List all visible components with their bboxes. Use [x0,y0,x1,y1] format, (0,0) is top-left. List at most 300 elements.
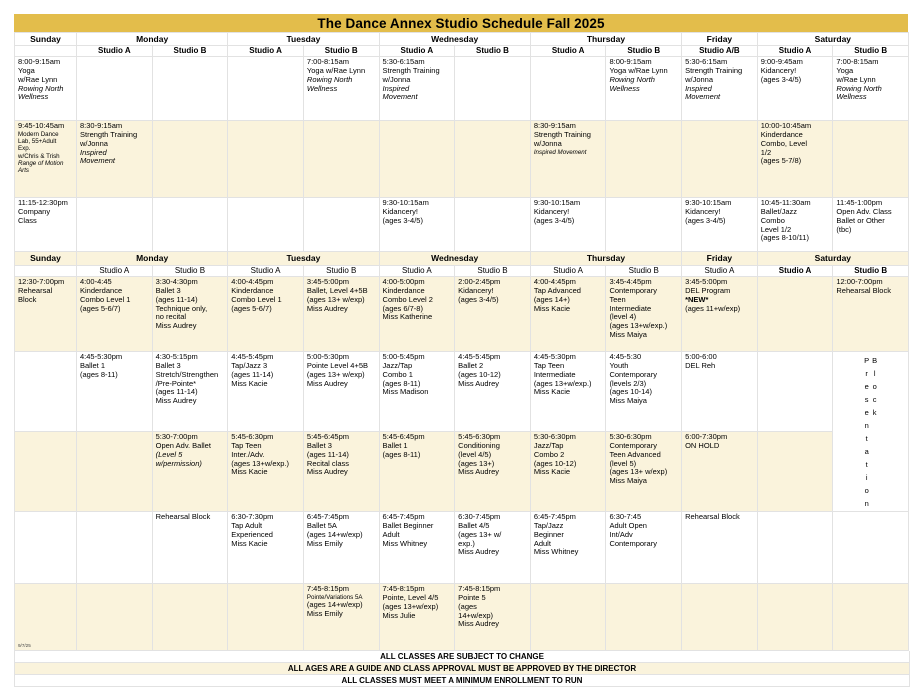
class-text-line: Modern Dance [18,130,59,138]
class-text-line: 6:30-7:30pm [231,512,274,521]
class-cell [682,432,758,512]
class-text-line: Open Adv. Ballet [155,440,211,450]
empty-cell [15,352,77,432]
class-text-line: Wellness [18,92,49,102]
day-header-cell: Thursday [531,252,682,266]
class-text-line: (ages 5-6/7) [80,303,121,313]
class-cell [833,198,909,252]
class-cell [304,512,380,584]
empty-cell [758,432,834,512]
class-cell [380,512,456,584]
class-text-line: 5:30-7:00pm [155,432,198,441]
class-text-line: Range of Motion [18,160,64,168]
class-text-line: DEL Program [685,285,731,295]
studio-header-cell: Studio B [304,46,380,57]
class-text-line: (ages 5-7/8) [760,156,802,166]
class-text-line: Experienced [231,529,273,539]
class-text-line: 6:30-7:45 [609,512,642,521]
class-cell [682,198,758,252]
studio-header-cell: Studio A [228,266,304,277]
class-cell [153,432,229,512]
class-text-line: (ages 3-4/5) [458,294,499,304]
class-text-line: 5:30-6:30pm [533,432,576,441]
class-text-line: Int/Adv [609,529,633,539]
class-text-line: 8:30-9:15am [533,121,576,130]
class-text-line: Adult [533,538,551,548]
class-text-line: 9/7/25 [18,642,31,648]
studio-header-cell: Studio A [380,46,456,57]
class-text-line: w/Jonna [80,138,108,148]
class-text-line: Rehearsal Block [685,512,740,521]
class-text-line: Inter./Adv. [231,449,265,459]
studio-header-cell: Studio B [455,46,531,57]
class-cell [304,57,380,121]
class-text-line: 8:00-9:15am [18,57,61,66]
class-text-line: Miss Whitney [533,547,579,557]
class-text-line: Stretch/Strengthen [155,369,219,379]
class-text-line: 12:30-7:00pm [18,277,65,286]
vertical-text-cell [833,352,909,512]
page-title: The Dance Annex Studio Schedule Fall 2025 [14,14,908,32]
class-text-line: (ages 13+ w/exp) [609,467,668,477]
class-text-line: Kinderdance [80,285,123,295]
class-text-line: Movement [382,92,418,102]
vertical-word: P r e s e n t a t i o n [864,356,870,508]
class-cell [380,277,456,352]
class-text-line: Wellness [836,92,867,102]
class-text-line: Youth [609,360,629,370]
class-text-line: (ages 10-12) [458,369,501,379]
class-cell [682,352,758,432]
studio-header-cell: Studio A [77,266,153,277]
class-text-line: 7:45-8:15pm [458,584,501,593]
class-text-line: Miss Kacie [231,467,268,477]
studio-header-cell: Studio A/B [682,46,758,57]
studio-header-cell: Studio A [758,266,834,277]
class-text-line: Rowing North [836,83,882,93]
studio-header-cell: Studio B [153,46,229,57]
studio-header-cell: Studio B [153,266,229,277]
class-text-line: 4:45-5:30 [609,352,642,361]
class-text-line: (ages 10-14) [609,387,652,397]
schedule-section-afternoon [14,252,909,651]
empty-cell [228,198,304,252]
class-text-line: Strength Training [533,129,591,139]
class-text-line: 8:30-9:15am [80,121,123,130]
class-text-line: Miss Kacie [231,378,268,388]
class-text-line: 3:30-4:30pm [155,277,198,286]
studio-header-cell: Studio A [682,266,758,277]
class-cell [531,512,607,584]
studio-header-cell: Studio B [833,266,909,277]
class-text-line: Ballet or Other [836,215,885,225]
class-cell [758,121,834,198]
class-text-line: Ballet 1 [382,440,408,450]
class-text-line: Yoga [18,65,35,75]
class-text-line: Intermediate [533,369,576,379]
class-cell [380,432,456,512]
class-text-line: Jazz/Tap [382,360,413,370]
studio-header-cell: Studio A [228,46,304,57]
class-text-line: Ballet 5A [306,520,337,530]
class-cell [606,352,682,432]
class-cell [455,432,531,512]
class-text-line: Combo [760,215,785,225]
class-text-line: w/Chris & Trish [18,152,60,160]
class-text-line: Pointe Level 4+5B [306,360,368,370]
class-text-line: Wellness [306,83,338,93]
class-text-line: Miss Emily [306,609,343,618]
class-cell [531,277,607,352]
class-text-line: Kidancery! [760,65,797,75]
studio-header-cell: Studio A [758,46,834,57]
class-text-line: Pointe/Variations 5A [306,593,363,601]
empty-cell [380,121,456,198]
class-text-line: Inspired [382,83,410,93]
class-text-line: Inspired [80,147,107,157]
empty-cell [758,277,834,352]
class-text-line: Inspired Movement [533,148,587,156]
empty-cell [606,121,682,198]
class-text-line: (ages 3-4/5) [685,215,726,225]
class-cell [380,57,456,121]
day-header-cell: Sunday [15,33,77,46]
class-text-line: (tbc) [836,224,852,234]
class-text-line: Movement [685,92,721,102]
class-text-line: Miss Kacie [533,303,571,313]
class-text-line: Yoga w/Rae Lynn [306,65,366,75]
class-text-line: Miss Emily [306,538,343,548]
class-text-line: Rehearsal [18,285,53,295]
class-cell [15,198,77,252]
class-cell [228,432,304,512]
class-text-line: (ages 13+) [458,458,495,468]
class-cell [15,121,77,198]
empty-cell [455,57,531,121]
class-text-line: Class [18,215,37,225]
class-text-line: (ages 14+w/exp) [306,529,363,539]
class-cell [228,512,304,584]
empty-cell [531,57,607,121]
class-text-line: Tap/Jazz [533,520,564,530]
class-text-line: Combo Level 1 [231,294,282,304]
class-text-line: Ballet 2 [458,360,484,370]
empty-cell [531,584,607,651]
class-text-line: Teen Advanced [609,449,661,459]
class-text-line: (ages 13+w/exp.) [231,458,290,468]
class-text-line: (ages 14+w/exp) [306,600,363,610]
class-text-line: Rehearsal Block [836,285,891,295]
class-cell [304,352,380,432]
class-text-line: w/Jonna [382,74,411,84]
empty-cell [153,198,229,252]
class-text-line: ON HOLD [685,440,720,450]
class-cell [531,121,607,198]
footer-note: ALL CLASSES MUST MEET A MINIMUM ENROLLMENT TO RUN [14,675,910,687]
class-cell [833,277,909,352]
class-text-line: Tap Advanced [533,285,581,295]
class-text-line: 4:00-4:45pm [231,277,274,286]
class-text-line: 12:00-7:00pm [836,277,883,286]
class-text-line: Arts [18,167,30,175]
class-text-line: Ballet, Level 4+5B [306,285,368,295]
footer-note: ALL CLASSES ARE SUBJECT TO CHANGE [14,651,910,663]
empty-cell [77,57,153,121]
day-header-cell: Monday [77,33,228,46]
class-cell [531,432,607,512]
class-text-line: Company [18,206,51,216]
empty-cell [228,57,304,121]
class-text-line: Rehearsal Block [155,512,211,521]
class-text-line: (level 4) [609,312,637,322]
date-footnote-cell [15,584,77,651]
class-cell [455,352,531,432]
class-text-line: Recital class [306,458,350,468]
class-text-line: 6:45-7:45pm [306,512,350,521]
class-text-line: Strength Training [80,129,138,139]
class-text-line: 11:15-12:30pm [18,198,68,207]
class-text-line: Combo 2 [533,449,565,459]
class-text-line: /Pre-Pointe* [155,378,197,388]
class-text-line: w/permission) [155,458,202,468]
class-text-line: Teen [609,294,626,304]
class-text-line: 9:30-10:15am [382,198,429,207]
class-text-line: Ballet 4/5 [458,520,490,530]
class-text-line: Conditioning [458,440,500,450]
empty-cell [833,512,909,584]
class-text-line: Adult [382,529,400,539]
class-text-line: 10:45-11:30am [760,198,811,207]
class-text-line: Lab, 55+Adult [18,138,57,146]
class-text-line: w/Rae Lynn [18,74,58,84]
empty-cell [228,121,304,198]
class-text-line: Yoga [836,65,854,75]
class-cell [380,584,456,651]
class-text-line: Ballet 3 [155,360,181,370]
class-cell [153,352,229,432]
class-text-line: (ages 8-11) [382,449,421,459]
class-text-line: (ages 11-14) [231,369,274,379]
class-text-line: 4:45-5:30pm [533,352,576,361]
class-text-line: Miss Kacie [533,387,571,397]
class-text-line: Kidancery! [458,285,494,295]
class-text-line: (Level 5 [155,449,183,459]
class-text-line: Miss Madison [382,387,429,397]
empty-cell [153,584,229,651]
class-text-line: (ages 13+w/exp) [382,601,439,611]
schedule-table [14,32,908,651]
class-cell [380,352,456,432]
class-text-line: Movement [80,156,116,166]
class-text-line: Miss Kacie [533,467,571,477]
class-text-line: Ballet/Jazz [760,206,797,216]
class-text-line: 3:45-4:45pm [609,277,652,286]
empty-cell [153,121,229,198]
class-text-line: (ages 6/7-8) [382,303,423,313]
class-text-line: 7:45-8:15pm [306,584,350,593]
class-cell [606,277,682,352]
class-text-line: 9:30-10:15am [685,198,732,207]
footer-note: ALL AGES ARE A GUIDE AND CLASS APPROVAL MUST BE APPROVED BY THE DIRECTOR [14,663,910,675]
class-cell [153,277,229,352]
class-text-line: 1/2 [760,147,772,157]
class-text-line: Rowing North [609,74,655,84]
studio-header-cell: Studio A [531,46,607,57]
class-text-line: Combo 1 [382,369,413,379]
class-text-line: (level 5) [609,458,637,468]
class-cell [304,432,380,512]
class-cell [606,432,682,512]
day-header-cell: Saturday [758,33,909,46]
class-text-line: 6:45-7:45pm [533,512,576,521]
class-text-line: Kinderdance [760,129,803,139]
class-text-line: (ages 3-4/5) [382,215,423,225]
class-text-line: Open Adv. Class [836,206,892,216]
class-text-line: Kinderdance [231,285,274,295]
class-text-line: Ballet 3 [155,285,181,295]
class-text-line: Contemporary [609,369,657,379]
class-text-line: (ages 11-14) [155,387,198,397]
class-text-line: w/Rae Lynn [836,74,876,84]
class-text-line: 7:00-8:15am [306,57,350,66]
class-text-line: Pointe, Level 4/5 [382,592,439,602]
class-cell [531,352,607,432]
empty-cell [455,121,531,198]
class-text-line: (ages 14+) [533,294,570,304]
class-cell [758,198,834,252]
empty-cell [304,121,380,198]
class-text-line: 9:00-9:45am [760,57,803,66]
class-text-line: DEL Reh [685,360,716,370]
class-text-line: 5:45-6:30pm [231,432,274,441]
class-text-line: Block [18,294,37,304]
class-text-line: w/Jonna [685,74,714,84]
class-text-line: (ages 3-4/5) [760,74,802,84]
class-text-line: Ballet 3 [306,440,332,450]
empty-cell [77,198,153,252]
class-cell [153,512,229,584]
class-text-line: 7:00-8:15am [836,57,879,66]
class-text-line: Miss Audrey [306,467,348,477]
class-cell [758,57,834,121]
empty-cell [682,121,758,198]
class-text-line: (ages 5-6/7) [231,303,272,313]
day-header-cell: Wednesday [380,252,531,266]
class-text-line: (ages 8-11) [80,369,118,379]
studio-header-cell: Studio B [833,46,909,57]
class-text-line: Miss Audrey [458,467,500,477]
class-text-line: 4:00-4:45pm [533,277,576,286]
class-text-line: Kinderdance [382,285,425,295]
day-header-cell: Wednesday [380,33,531,46]
class-cell [380,198,456,252]
class-text-line: Miss Audrey [458,378,500,388]
class-cell [682,277,758,352]
class-cell [77,277,153,352]
class-cell [304,584,380,651]
empty-cell [455,198,531,252]
class-text-line: 4:30-5:15pm [155,352,198,361]
class-text-line: 3:45-5:00pm [306,277,350,286]
class-text-line: Combo, Level [760,138,807,148]
class-cell [228,277,304,352]
empty-cell [758,584,834,651]
day-header-cell: Monday [77,252,228,266]
empty-cell [15,432,77,512]
class-text-line: 14+w/exp) [458,610,493,620]
class-text-line: Inspired [685,83,712,93]
class-text-line: (ages 8-10/11) [760,233,809,243]
class-text-line: Miss Kacie [231,538,268,548]
class-text-line: Rowing North [306,74,353,84]
class-text-line: (level 4/5) [458,449,492,459]
class-cell [682,57,758,121]
studio-header-cell [15,46,77,57]
class-text-line: Intermediate [609,303,652,313]
class-text-line: (ages 11-14) [155,294,198,304]
class-text-line: 5:45-6:30pm [458,432,501,441]
class-text-line: Combo Level 2 [382,294,433,304]
class-cell [455,277,531,352]
class-text-line: 11:45-1:00pm [836,198,883,207]
class-text-line: 5:30-6:15am [685,57,728,66]
class-text-line: (ages 13+ w/exp) [306,294,365,304]
class-text-line: Contemporary [609,440,657,450]
class-text-line: Exp. [18,145,31,153]
class-text-line: 6:30-7:45pm [458,512,501,521]
class-text-line: Strength Training [685,65,743,75]
studio-header-cell: Studio A [531,266,607,277]
class-text-line: *NEW* [685,294,709,304]
empty-cell [153,57,229,121]
day-header-cell: Friday [682,33,758,46]
class-text-line: Miss Audrey [306,303,348,313]
class-text-line: (ages 13+ w/exp) [306,369,365,379]
class-text-line: 5:30-6:15am [382,57,425,66]
class-text-line: Strength Training [382,65,440,75]
class-text-line: Tap Adult [231,520,263,530]
empty-cell [77,584,153,651]
class-text-line: no recital [155,312,187,322]
class-cell [606,512,682,584]
schedule-section-morning [14,32,909,252]
class-text-line: Miss Julie [382,610,416,620]
empty-cell [758,352,834,432]
studio-header-cell: Studio B [606,46,682,57]
class-text-line: 5:45-6:45pm [382,432,425,441]
class-text-line: 9:30-10:15am [533,198,581,207]
class-text-line: (ages 11-14) [306,449,349,459]
vertical-word: B l o c k [872,356,878,417]
class-cell [606,57,682,121]
empty-cell [833,121,909,198]
class-text-line: Yoga w/Rae Lynn [609,65,668,75]
class-text-line: (ages 11+w/exp) [685,303,741,313]
empty-cell [77,512,153,584]
class-text-line: Beginner [533,529,564,539]
class-text-line: 4:00-5:00pm [382,277,425,286]
class-text-line: 5:45-6:45pm [306,432,350,441]
class-text-line: Miss Audrey [458,619,500,629]
day-header-cell: Tuesday [228,33,379,46]
class-text-line: Combo Level 1 [80,294,131,304]
class-text-line: Miss Maiya [609,396,647,406]
studio-header-cell: Studio B [455,266,531,277]
studio-header-cell: Studio A [77,46,153,57]
class-text-line: Ballet Beginner [382,520,434,530]
class-cell [15,57,77,121]
class-text-line: Miss Whitney [382,538,428,548]
